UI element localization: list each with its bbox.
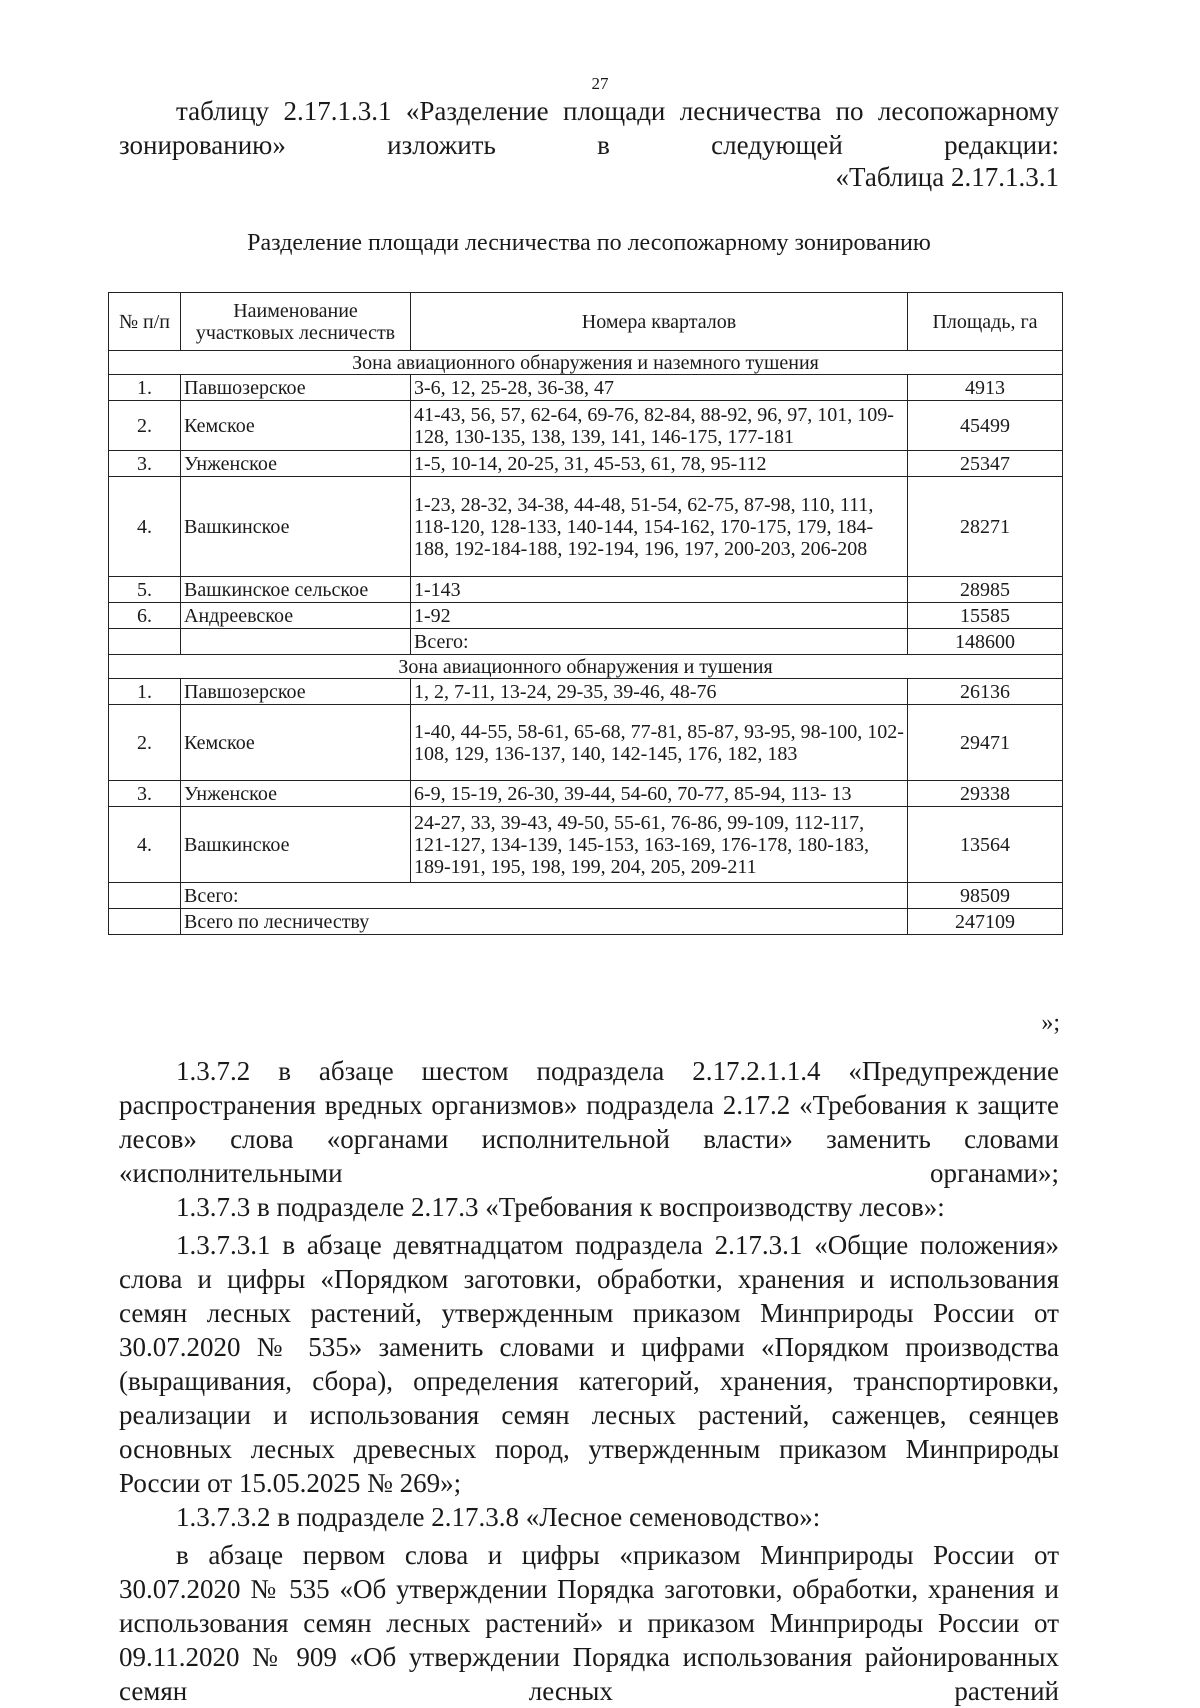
row-quarters: 1-5, 10-14, 20-25, 31, 45-53, 61, 78, 95-112 [411,451,908,477]
grand-total-label: Всего по лесничеству [181,909,908,935]
table-row [109,807,1063,883]
intro-paragraph: таблицу 2.17.1.3.1 «Разделение площади лесничества по лесопожарному зонированию» изложить в следующей редакции: [119,96,1059,160]
empty-cell [181,629,411,655]
table-row [109,781,1063,807]
row-quarters: 1-40, 44-55, 58-61, 65-68, 77-81, 85-87, 93-95, 98-100, 102-108, 129, 136-137, 140, 142-145, 176, 182, 183 [411,705,908,781]
row-num: 4. [109,477,181,577]
row-area: 4913 [908,375,1063,401]
header-quarters: Номера кварталов [411,293,908,351]
total-area: 148600 [908,629,1063,655]
table-reference: «Таблица 2.17.1.3.1 [835,162,1059,192]
row-num: 6. [109,603,181,629]
table-closing-quote: »; [1041,1010,1060,1036]
table-header-row [109,293,1063,351]
row-name: Вашкинское сельское [181,577,411,603]
total-row [109,883,1063,909]
row-num: 4. [109,807,181,883]
row-name: Павшозерское [181,679,411,705]
row-quarters: 6-9, 15-19, 26-30, 39-44, 54-60, 70-77, 85-94, 113- 13 [411,781,908,807]
table-row [109,375,1063,401]
header-num: № п/п [109,293,181,351]
total-row [109,629,1063,655]
empty-cell [109,629,181,655]
row-quarters: 3-6, 12, 25-28, 36-38, 47 [411,375,908,401]
row-area: 15585 [908,603,1063,629]
row-area: 29338 [908,781,1063,807]
row-num: 1. [109,375,181,401]
row-num: 3. [109,451,181,477]
row-quarters: 1, 2, 7-11, 13-24, 29-35, 39-46, 48-76 [411,679,908,705]
row-quarters: 41-43, 56, 57, 62-64, 69-76, 82-84, 88-92, 96, 97, 101, 109-128, 130-135, 138, 139, 141, 146-175, 177-181 [411,401,908,451]
table-row [109,705,1063,781]
row-name: Павшозерское [181,375,411,401]
total-label: Всего: [181,883,908,909]
row-name: Вашкинское [181,807,411,883]
row-area: 28271 [908,477,1063,577]
table-row [109,603,1063,629]
zoning-table [108,292,1063,935]
row-quarters: 1-92 [411,603,908,629]
row-num: 2. [109,705,181,781]
row-name: Андреевское [181,603,411,629]
row-num: 2. [109,401,181,451]
zone-row [109,655,1063,679]
table-row [109,477,1063,577]
paragraph-first-abzac: в абзаце первом слова и цифры «приказом Минприроды России от 30.07.2020 № 535 «Об утверждении Порядка заготовки, обработки, хранения и использования семян лесных растений» и приказом Минприроды России от 09.11.2020 № 909 «Об утверждении Порядка использования районированных семян лесных растений [119,1540,1059,1706]
grand-total-row [109,909,1063,935]
table-title: Разделение площади лесничества по лесопожарному зонированию [247,230,931,256]
zone1-label: Зона авиационного обнаружения и наземного тушения [109,351,1063,375]
row-num: 3. [109,781,181,807]
empty-cell [109,883,181,909]
row-name: Кемское [181,401,411,451]
row-name: Унженское [181,451,411,477]
total-label: Всего: [411,629,908,655]
row-area: 29471 [908,705,1063,781]
row-area: 25347 [908,451,1063,477]
paragraph-1-3-7-3-2: 1.3.7.3.2 в подразделе 2.17.3.8 «Лесное семеноводство»: [176,1502,821,1532]
row-area: 45499 [908,401,1063,451]
grand-total-area: 247109 [908,909,1063,935]
row-area: 26136 [908,679,1063,705]
paragraph-1-3-7-2: 1.3.7.2 в абзаце шестом подраздела 2.17.2.1.1.4 «Предупреждение распространения вредных организмов» подраздела 2.17.2 «Требования к защите лесов» слова «органами исполнительной власти» заменить словами «исполнительными органами»; [119,1056,1059,1188]
page-number: 27 [591,74,609,93]
paragraph-1-3-7-3: 1.3.7.3 в подразделе 2.17.3 «Требования к воспроизводству лесов»: [176,1192,945,1222]
paragraph-1-3-7-3-1: 1.3.7.3.1 в абзаце девятнадцатом подраздела 2.17.3.1 «Общие положения» слова и цифры «Порядком заготовки, обработки, хранения и использования семян лесных растений, утвержденным приказом Минприроды России от 30.07.2020 № 535» заменить словами и цифрами «Порядком производства (выращивания, сбора), определения категорий, хранения, транспортировки, реализации и использования семян лесных растений, саженцев, сеянцев основных лесных древесных пород, утвержденным приказом Минприроды России от 15.05.2025 № 269»; [119,1230,1059,1498]
table-row [109,451,1063,477]
table-row [109,679,1063,705]
row-quarters: 1-23, 28-32, 34-38, 44-48, 51-54, 62-75, 87-98, 110, 111, 118-120, 128-133, 140-144, 154-162, 170-175, 179, 184-188, 192-184-188, 192-194, 196, 197, 200-203, 206-208 [411,477,908,577]
row-quarters: 24-27, 33, 39-43, 49-50, 55-61, 76-86, 99-109, 112-117, 121-127, 134-139, 145-153, 163-169, 176-178, 180-183, 189-191, 195, 198, 199, 204, 205, 209-211 [411,807,908,883]
zone2-label: Зона авиационного обнаружения и тушения [109,655,1063,679]
header-name: Наименование участковых лесничеств [181,293,411,351]
row-name: Кемское [181,705,411,781]
header-area: Площадь, га [908,293,1063,351]
table-row [109,401,1063,451]
row-name: Унженское [181,781,411,807]
row-name: Вашкинское [181,477,411,577]
empty-cell [109,909,181,935]
row-quarters: 1-143 [411,577,908,603]
table-row [109,577,1063,603]
total-area: 98509 [908,883,1063,909]
row-area: 13564 [908,807,1063,883]
zone-row [109,351,1063,375]
row-num: 5. [109,577,181,603]
row-num: 1. [109,679,181,705]
row-area: 28985 [908,577,1063,603]
